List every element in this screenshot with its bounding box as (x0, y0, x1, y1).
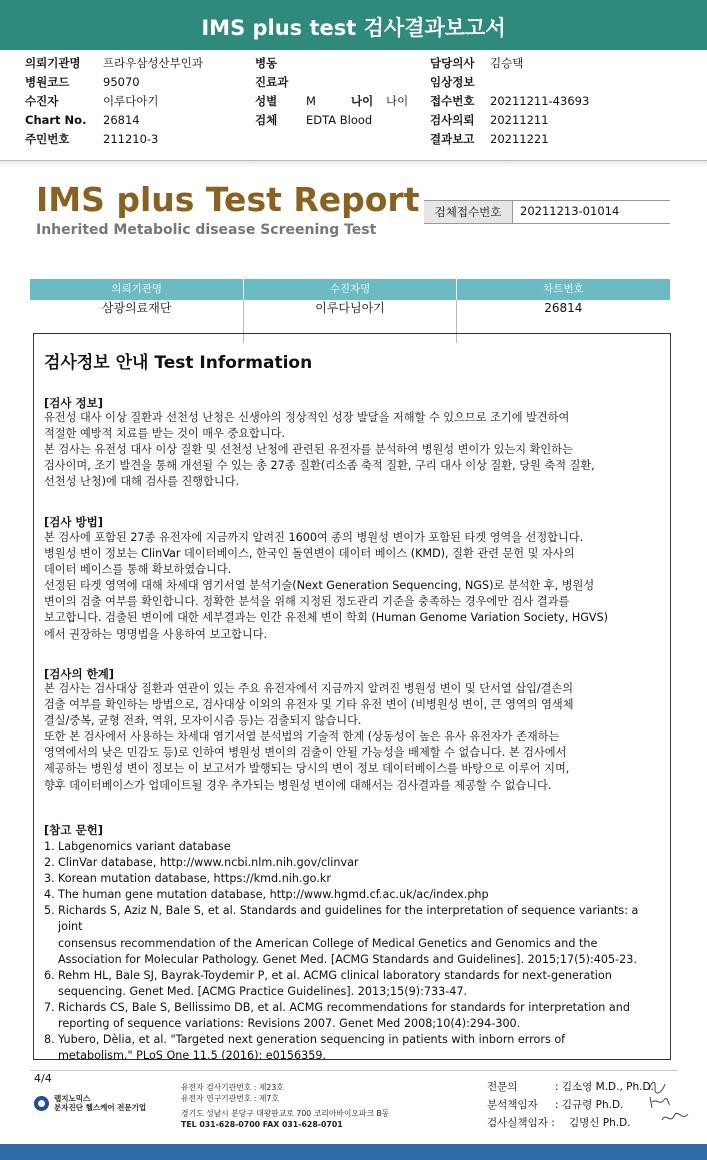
request-date-value: 20211211 (490, 113, 549, 127)
patient-table-cell: 26814 (456, 300, 670, 343)
test-information-title: 검사정보 안내 Test Information (44, 353, 313, 373)
sex-value: M (306, 94, 316, 108)
chart-no-label: Chart No. (25, 113, 87, 127)
patient-table-cell: 이루다님아기 (243, 300, 455, 343)
section-test-method-heading: [검사 방법] (44, 515, 103, 529)
footer-address-line: TEL 031-628-0700 FAX 031-628-0701 (181, 1120, 343, 1129)
ward-label: 병동 (255, 56, 278, 70)
footer-address-line: 유전자 연구기관번호 : 제7호 (181, 1094, 279, 1103)
patient-table-header (30, 279, 670, 300)
report-header-bar (0, 0, 707, 50)
paragraph-line: 제공하는 병원성 변이 정보는 이 보고서가 발행되는 당시의 변이 정보 데이터베이스를 바탕으로 이루어 지며, (44, 762, 570, 776)
hospital-code-label: 병원코드 (25, 75, 70, 89)
signer-value: 김명신 Ph.D. (569, 1117, 631, 1129)
specimen-number-value: 20211213-01014 (520, 204, 620, 218)
paragraph-line: 데이터 베이스를 통해 확보하였습니다. (44, 563, 232, 577)
signer-label: 분석책임자 (487, 1099, 538, 1111)
paragraph-line: 결실/중복, 균형 전좌, 역위, 모자이시즘 등)는 검출되지 않습니다. (44, 714, 362, 728)
specimen-type-value: EDTA Blood (306, 113, 373, 127)
reference-item: 2. ClinVar database, http://www.ncbi.nlm.nih.gov/clinvar (44, 856, 359, 870)
section-references-heading: [참고 문헌] (44, 823, 103, 837)
patient-table-header-cell: 의뢰기관명 (111, 283, 163, 295)
patient-label: 수진자 (25, 94, 59, 108)
paragraph-line: 선정된 타겟 영역에 대해 차세대 염기서열 분석기술(Next Generation Sequencing, NGS)로 분석한 후, 병원성 (44, 579, 595, 593)
signer-value: : 김소영 M.D., Ph.D. (555, 1081, 654, 1093)
reference-item: 7. Richards CS, Bale S, Bellissimo DB, et al. ACMG recommendations for standards for interpretation and reporting of sequence variations: Revisions 2007. Genet Med 2008;10(4):294-300. (44, 1000, 630, 1031)
paragraph-line: 선천성 난청)에 대해 검사를 진행합니다. (44, 475, 240, 489)
physician-value: 김승택 (490, 56, 524, 70)
paragraph-line: 변이의 검출 여부를 확인합니다. 정확한 분석을 위해 지정된 정도관리 기준을 충족하는 경우에만 검사 결과를 (44, 595, 570, 609)
accession-no-label: 접수번호 (430, 94, 475, 108)
page-number: 4/4 (34, 1072, 52, 1085)
patient-value: 이루다아기 (103, 94, 159, 108)
patient-table-row (30, 300, 670, 321)
paragraph-line: 본 검사는 유전성 대사 이상 질환 및 선천성 난청에 관련된 유전자를 분석하여 병원성 변이가 있는지 확인하는 (44, 443, 573, 457)
section-divider (0, 160, 707, 167)
physician-label: 담당의사 (430, 56, 475, 70)
paragraph-line: 보고합니다. 검출된 변이에 대한 세부결과는 인간 유전체 변이 학회 (Human Genome Variation Society, HGVS) (44, 611, 609, 625)
signer-label: 전문의 (487, 1081, 518, 1093)
section-test-info-heading: [검사 정보] (44, 396, 103, 410)
references-list (44, 839, 666, 1064)
section-test-method-text (44, 530, 664, 643)
signers-block (487, 1078, 654, 1132)
age-label: 나이 (351, 94, 374, 108)
reference-item: 3. Korean mutation database, https://kmd.nih.go.kr (44, 872, 331, 886)
paragraph-line: 적절한 예방적 치료를 받는 것이 매우 중요합니다. (44, 427, 286, 441)
accession-no-value: 20211211-43693 (490, 94, 590, 108)
bottom-status-bar (0, 1144, 707, 1160)
footer-address-line: 유전자 검사기관번호 : 제23호 (181, 1083, 284, 1092)
request-date-label: 검사의뢰 (430, 113, 475, 127)
resident-no-label: 주민번호 (25, 132, 70, 146)
patient-table-header-cell: 수진자명 (243, 279, 455, 300)
paragraph-line: 검사이며, 조기 발견을 통해 개선될 수 있는 총 27종 질환(리소좀 축적 질환, 구리 대사 이상 질환, 당원 축적 질환, (44, 459, 595, 473)
paragraph-line: 향후 데이터베이스가 업데이트될 경우 추가되는 병원성 변이에 대해서는 검사결과를 제공할 수 없습니다. (44, 778, 552, 792)
footer-address (181, 1082, 389, 1130)
footer-divider (30, 1070, 678, 1071)
header-middle-block (255, 54, 408, 130)
report-subtitle: Inherited Metabolic disease Screening Test (36, 222, 377, 238)
sex-label: 성별 (255, 94, 278, 108)
patient-table-header-cell: 차트번호 (456, 279, 670, 300)
signer-label: 검사실책임자 : (487, 1117, 555, 1129)
company-logo-icon (34, 1096, 49, 1111)
age-value: 나이 (386, 94, 409, 108)
section-limitations-heading: [검사의 한계] (44, 667, 115, 681)
department-label: 진료과 (255, 75, 289, 89)
paragraph-line: 영역에서의 낮은 민감도 등)로 인하여 병원성 변이의 검출이 안될 가능성을 배제할 수 없습니다. 본 검사에서 (44, 746, 567, 760)
specimen-number-label: 검체접수번호 (424, 201, 513, 223)
paragraph-line: 또한 본 검사에서 사용하는 차세대 염기서열 분석법의 기술적 한계 (상동성이 높은 유사 유전자가 존재하는 (44, 730, 560, 744)
paragraph-line: 검출 여부를 확인하는 방법으로, 검사대상 이외의 유전자 및 기타 유전 변이 (비병원성 변이, 큰 영역의 염색체 (44, 698, 574, 712)
chart-no-value: 26814 (103, 113, 140, 127)
hospital-code-value: 95070 (103, 75, 140, 89)
requesting-org-label: 의뢰기관명 (25, 56, 81, 70)
signature-mark (660, 1110, 690, 1126)
report-date-value: 20211221 (490, 132, 549, 146)
paragraph-line: 유전성 대사 이상 질환과 선천성 난청은 신생아의 정상적인 성장 발달을 저해할 수 있으므로 조기에 발견하여 (44, 411, 570, 424)
signer-value: : 김규령 Ph.D. (555, 1099, 624, 1111)
specimen-type-label: 검체 (255, 113, 278, 127)
report-header-title: IMS plus test 검사결과보고서 (201, 16, 506, 40)
paragraph-line: 에서 권장하는 명명법을 사용하여 보고합니다. (44, 627, 268, 641)
paragraph-line: 본 검사에 포함된 27종 유전자에 지금까지 알려진 1600여 종의 병원성 변이가 포함된 타겟 영역을 선정합니다. (44, 531, 584, 544)
section-test-info-text (44, 410, 664, 490)
clinical-info-label: 임상정보 (430, 75, 475, 89)
footer-address-line: 경기도 성남시 분당구 대왕판교로 700 코리아바이오파크 B동 (181, 1109, 390, 1118)
report-title: IMS plus Test Report (36, 180, 420, 219)
reference-item: 6. Rehm HL, Bale SJ, Bayrak-Toydemir P, et al. ACMG clinical laboratory standards for next-generation sequencing. Genet Med. [ACMG Practice Guidelines]. 2013;15(9):733-47. (44, 968, 612, 998)
report-date-label: 결과보고 (430, 132, 475, 146)
paragraph-line: 병원성 변이 정보는 ClinVar 데이터베이스, 한국인 돌연변이 데이터 베이스 (KMD), 질환 관련 문헌 및 자사의 (44, 547, 575, 561)
patient-table-cell: 삼광의료재단 (101, 301, 172, 315)
paragraph-line: 본 검사는 검사대상 질환과 연관이 있는 주요 유전자에서 지금까지 알려진 병원성 변이 및 단서열 삽입/결손의 (44, 682, 574, 695)
section-limitations-text (44, 681, 664, 794)
reference-item: 4. The human gene mutation database, http://www.hgmd.cf.ac.uk/ac/index.php (44, 888, 489, 902)
reference-item: 5. Richards S, Aziz N, Bale S, et al. Standards and guidelines for the interpretation of sequence variants: a joint consensus recommendation of the American College of Medical Genetics and Genomics and the Association for Molecular Pathology. Genet Med. [ACMG Standards and Guidelines]. 2015;17(5):405-23. (44, 904, 639, 966)
test-information-box (33, 333, 671, 1063)
patient-table (30, 279, 670, 321)
reference-item: 8. Yubero, Dèlia, et al. "Targeted next generation sequencing in patients with inborn errors of metabolism." PLoS One 11.5 (2016): e0156359. (44, 1033, 566, 1063)
requesting-org-value: 프라우삼성산부인과 (103, 56, 203, 70)
company-logo-text: 랩지노믹스 분자진단 헬스케어 전문기업 (54, 1094, 147, 1112)
reference-item: 1. Labgenomics variant database (44, 840, 231, 853)
header-right-block (430, 54, 589, 149)
resident-no-value: 211210-3 (103, 132, 159, 146)
specimen-number-box (424, 200, 670, 224)
header-left-block (25, 54, 203, 149)
